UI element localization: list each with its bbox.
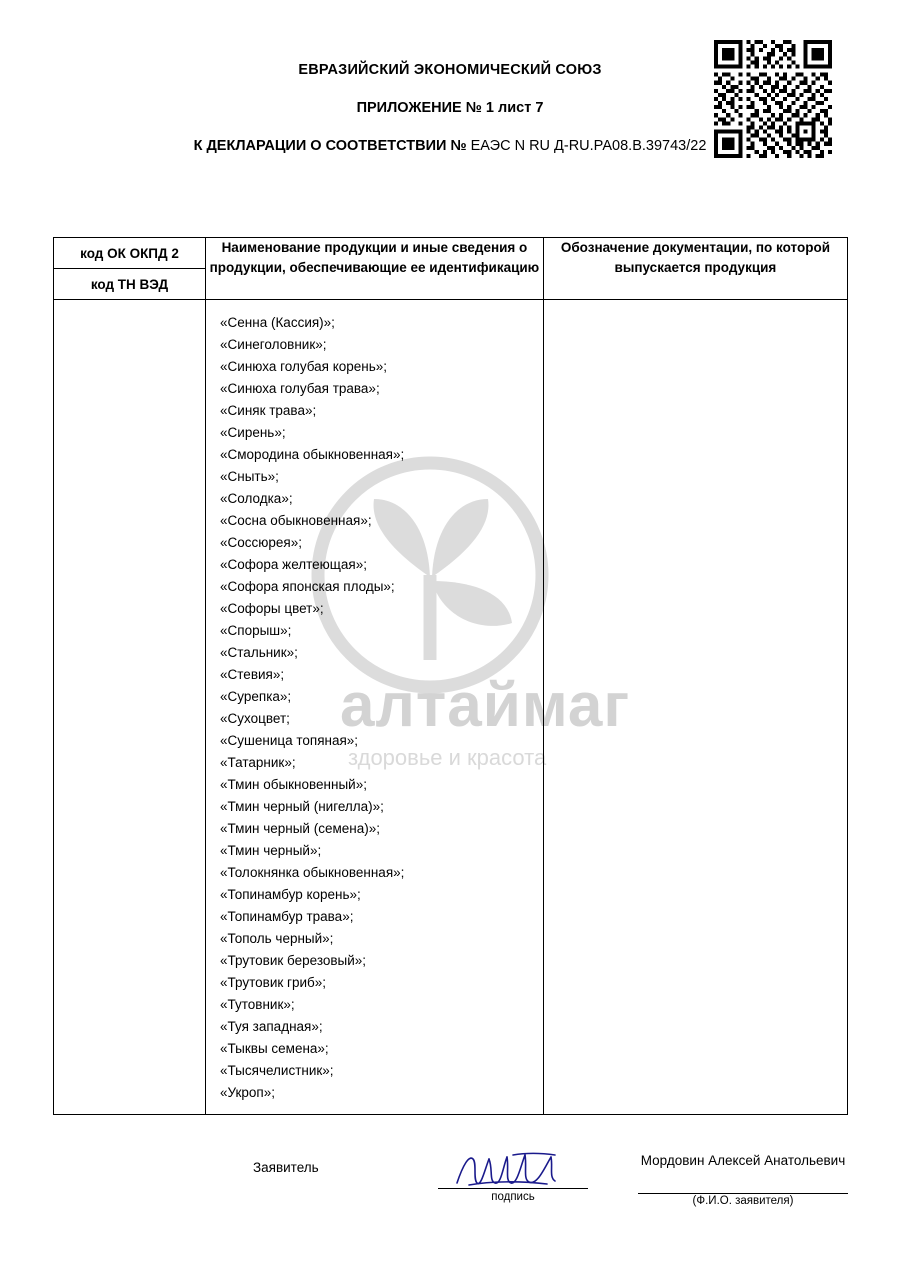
table-body	[54, 300, 848, 1115]
document-header	[0, 62, 900, 154]
cell-codes	[54, 300, 206, 1115]
watermark-brand: алтаймаг	[340, 671, 631, 740]
products-table	[53, 237, 848, 1115]
product-item: «Софора желтеющая»;	[220, 557, 367, 572]
cell-product-list	[206, 300, 547, 1115]
product-item: «Тмин черный (нигелла)»;	[220, 799, 384, 814]
product-item: «Спорыш»;	[220, 623, 292, 638]
applicant-name: Мордовин Алексей Анатольевич	[640, 1153, 846, 1168]
product-item: «Сосна обыкновенная»;	[220, 513, 372, 528]
product-item: «Сухоцвет;	[220, 711, 290, 726]
declaration-number: ЕАЭС N RU Д-RU.РА08.В.39743/22	[470, 138, 707, 154]
product-item: «Синюха голубая корень»;	[220, 359, 388, 374]
product-item: «Толокнянка обыкновенная»;	[220, 865, 405, 880]
product-item: «Стевия»;	[220, 667, 285, 682]
product-item: «Трутовик гриб»;	[220, 975, 326, 990]
product-list	[206, 300, 543, 1114]
product-item: «Сушеница топяная»;	[220, 733, 359, 748]
product-item: «Сурепка»;	[220, 689, 292, 704]
product-item: «Туя западная»;	[220, 1019, 323, 1034]
product-item: «Тысячелистник»;	[220, 1063, 334, 1078]
header-okpd: код ОК ОКПД 2	[54, 238, 205, 269]
product-item: «Топинамбур корень»;	[220, 887, 361, 902]
table-head	[54, 238, 848, 300]
header-cell-codes	[54, 238, 206, 300]
product-item: «Софоры цвет»;	[220, 601, 324, 616]
cell-documentation	[543, 300, 847, 1115]
organization-title: ЕВРАЗИЙСКИЙ ЭКОНОМИЧЕСКИЙ СОЮЗ	[298, 62, 602, 78]
product-item: «Софора японская плоды»;	[220, 579, 395, 594]
header-cell-product-name: Наименование продукции и иные сведения о продукции, обеспечивающие ее идентификацию	[206, 238, 544, 300]
appendix-title: ПРИЛОЖЕНИЕ № 1 лист 7	[356, 100, 544, 116]
product-item: «Тмин черный (семена)»;	[220, 821, 380, 836]
declaration-line	[0, 138, 900, 154]
signature-line	[438, 1188, 588, 1189]
product-item: «Солодка»;	[220, 491, 293, 506]
product-item: «Укроп»;	[220, 1085, 275, 1100]
product-item: «Тмин обыкновенный»;	[220, 777, 367, 792]
applicant-name-line	[638, 1193, 848, 1194]
applicant-name-caption: (Ф.И.О. заявителя)	[692, 1195, 794, 1207]
product-item: «Соссюрея»;	[220, 535, 302, 550]
product-item: «Стальник»;	[220, 645, 298, 660]
signature-block	[53, 1145, 848, 1235]
product-item: «Топинамбур трава»;	[220, 909, 354, 924]
product-item: «Тыквы семена»;	[220, 1041, 329, 1056]
product-item: «Сирень»;	[220, 425, 286, 440]
product-item: «Синюха голубая трава»;	[220, 381, 380, 396]
product-item: «Смородина обыкновенная»;	[220, 447, 405, 462]
product-item: «Трутовик березовый»;	[220, 953, 367, 968]
product-item: «Сенна (Кассия)»;	[220, 315, 335, 330]
table-row	[54, 300, 848, 1115]
product-item: «Тутовник»;	[220, 997, 295, 1012]
product-item: «Татарник»;	[220, 755, 296, 770]
applicant-label: Заявитель	[253, 1160, 319, 1175]
product-item: «Тмин черный»;	[220, 843, 322, 858]
product-item: «Синяк трава»;	[220, 403, 317, 418]
handwritten-signature	[451, 1149, 571, 1189]
product-item: «Синеголовник»;	[220, 337, 327, 352]
header-tnved: код ТН ВЭД	[90, 277, 169, 292]
watermark-tagline: здоровье и красота	[348, 745, 547, 770]
product-item: «Тополь черный»;	[220, 931, 334, 946]
signature-caption: подпись	[491, 1191, 535, 1203]
product-item: «Сныть»;	[220, 469, 279, 484]
header-cell-documentation: Обозначение документации, по которой выпускается продукция	[543, 238, 847, 300]
table-header-row	[54, 238, 848, 300]
declaration-label: К ДЕКЛАРАЦИИ О СООТВЕТСТВИИ №	[193, 138, 467, 154]
